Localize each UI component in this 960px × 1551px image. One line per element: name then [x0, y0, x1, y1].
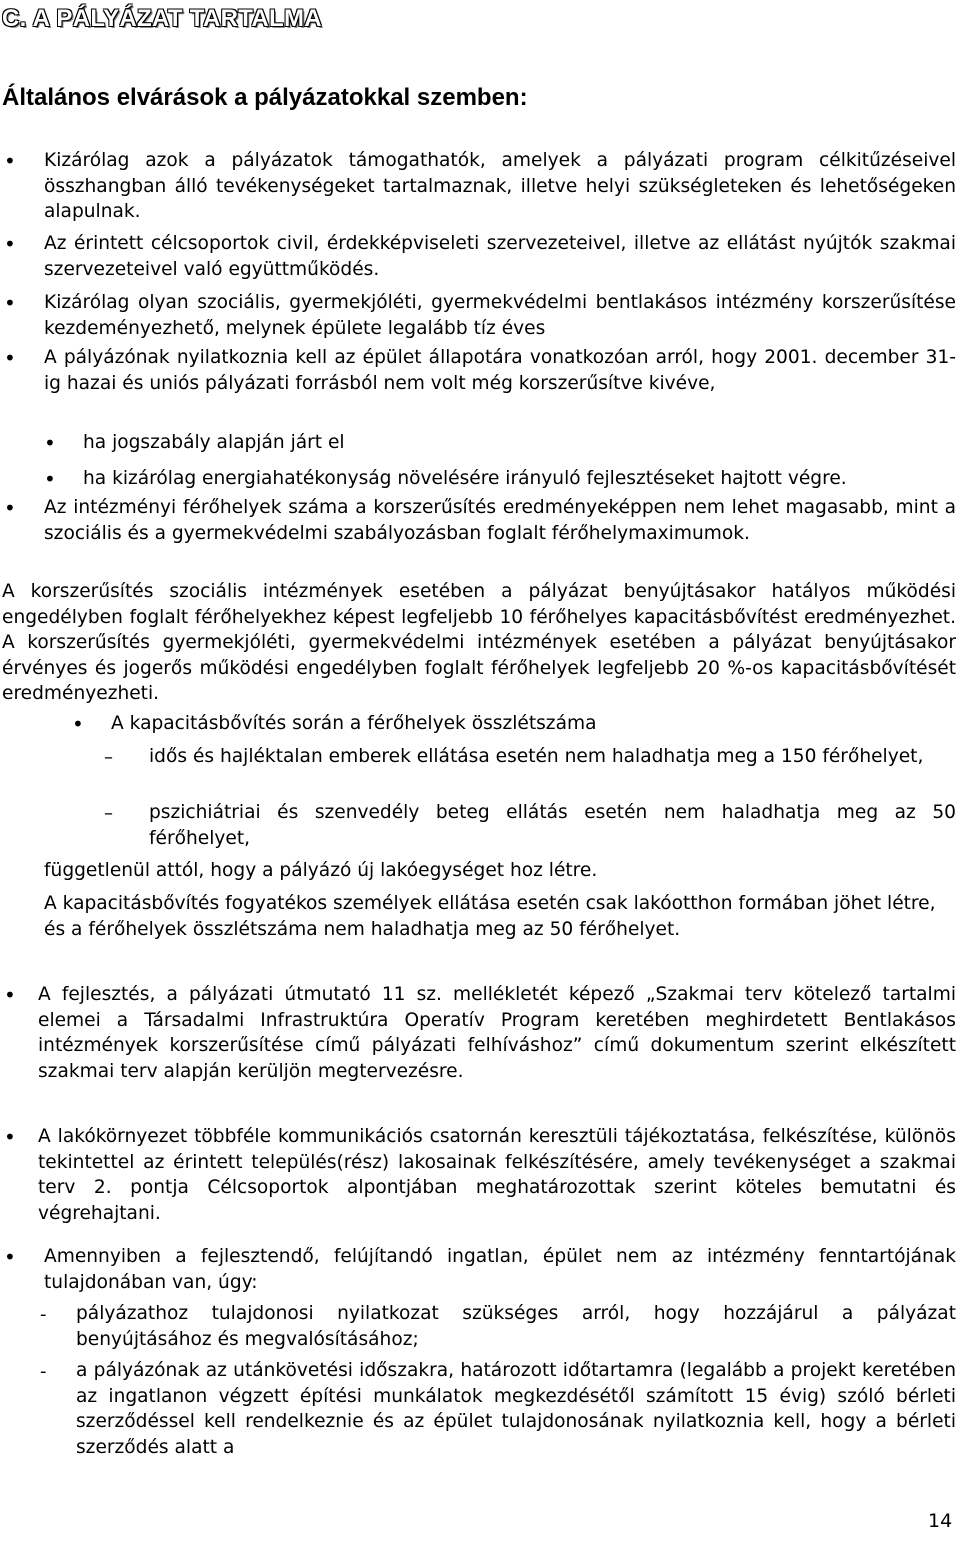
requirement-item: Az intézményi férőhelyek száma a korszerűsítés eredményeképpen nem lehet magasabb, mint a szociális és a gyermekvédelmi szabályozásban foglalt férőhelymaximumok.	[44, 497, 956, 544]
residential-item: A lakókörnyezet többféle kommunikációs csatornán keresztüli tájékoztatása, felkészítése, különös tekintettel az érintett település(rész) lakosainak felkészítésére, amely tevékenységet a szakmai terv 2. pontja Célcsoportok alpontjában meghatározottak szerint köteles bemutatni és végrehajtani.	[38, 1126, 956, 1224]
capacity-dash-item: pszichiátriai és szenvedély beteg ellátás esetén nem haladhatja meg az 50 férőhelyet,	[149, 802, 956, 849]
capacity-paragraph: A korszerűsítés szociális intézmények esetében a pályázat benyújtásakor hatályos működési engedélyben foglalt férőhelyekhez képest legfeljebb 10 férőhelyes kapacitásbővítést eredményezhet. A korszerűsítés gyermekjóléti, gyermekvédelmi intézmények esetében a pályázat benyújtásakor érvényes és jogerős működési engedélyben foglalt férőhelyek legfeljebb 20 %-os kapacitásbővítését eredményezheti.	[2, 581, 956, 704]
section-heading: C. A PÁLYÁZAT TARTALMA	[2, 5, 322, 32]
ownership-dash-item: pályázathoz tulajdonosi nyilatkozat szükséges arról, hogy hozzájárul a pályázat benyújtásához és megvalósításához;	[76, 1303, 956, 1350]
requirement-item: A pályázónak nyilatkoznia kell az épület állapotára vonatkozóan arról, hogy 2001. december 31-ig hazai és uniós pályázati forrásból nem volt még korszerűsítve kivéve,	[44, 347, 956, 394]
bullet-icon: •	[44, 431, 56, 455]
subsection-heading: Általános elvárások a pályázatokkal szemben:	[2, 84, 528, 111]
hyphen-icon: -	[40, 1361, 47, 1382]
bullet-icon: •	[44, 467, 56, 491]
bullet-icon: •	[4, 232, 16, 256]
capacity-intro: A kapacitásbővítés során a férőhelyek összlétszáma	[111, 713, 597, 734]
bullet-icon: •	[4, 496, 16, 520]
bullet-icon: •	[4, 149, 16, 173]
dash-icon: –	[104, 747, 113, 768]
ownership-dash-item: a pályázónak az utánkövetési időszakra, határozott időtartamra (legalább a projekt keretében az ingatlanon végzett építési munkálatok megkezdésétől számított 15 évig) szóló bérleti szerződéssel kell rendelkeznie és az épület tulajdonosának nyilatkoznia kell, hogy a bérleti szerződés alatt a	[76, 1360, 956, 1458]
capacity-after: függetlenül attól, hogy a pályázó új lakóegységet hoz létre.	[44, 860, 598, 881]
requirement-item: Kizárólag olyan szociális, gyermekjóléti, gyermekvédelmi bentlakásos intézmény korszerűsítése kezdeményezhető, melynek épülete legalább tíz éves	[44, 292, 956, 339]
capacity-disabled: A kapacitásbővítés fogyatékos személyek ellátása esetén csak lakóotthon formában jöhet létre, és a férőhelyek összlétszáma nem haladhatja meg az 50 férőhelyet.	[44, 893, 936, 940]
hyphen-icon: -	[40, 1304, 47, 1325]
bullet-icon: •	[72, 712, 84, 736]
requirement-subitem: ha kizárólag energiahatékonyság növelésére irányuló fejlesztéseket hajtott végre.	[83, 468, 847, 489]
bullet-icon: •	[4, 1125, 16, 1149]
requirement-subitem: ha jogszabály alapján járt el	[83, 432, 345, 453]
bullet-icon: •	[4, 346, 16, 370]
capacity-dash-item: idős és hajléktalan emberek ellátása esetén nem haladhatja meg a 150 férőhelyet,	[149, 746, 924, 767]
bullet-icon: •	[4, 291, 16, 315]
bullet-icon: •	[4, 983, 16, 1007]
bullet-icon: •	[4, 1245, 16, 1269]
requirement-item: Kizárólag azok a pályázatok támogathatók, amelyek a pályázati program célkitűzéseivel összhangban álló tevékenységeket tartalmaznak, illetve helyi szükségleteken és lehetőségeken alapulnak.	[44, 150, 956, 222]
requirement-item: Az érintett célcsoportok civil, érdekképviseleti szervezeteivel, illetve az ellátást nyújtók szakmai szervezeteivel való együttműködés.	[44, 233, 956, 280]
page-number: 14	[928, 1510, 953, 1532]
ownership-intro: Amennyiben a fejlesztendő, felújítandó ingatlan, épület nem az intézmény fenntartójának tulajdonában van, úgy:	[44, 1246, 956, 1293]
development-item: A fejlesztés, a pályázati útmutató 11 sz. mellékletét képező „Szakmai terv kötelező tartalmi elemei a Társadalmi Infrastruktúra Operatív Program keretében meghirdetett Bentlakásos intézmények korszerűsítése című pályázati felhíváshoz” című dokumentum szerint elkészített szakmai terv alapján kerüljön megtervezésre.	[38, 984, 956, 1082]
dash-icon: –	[104, 803, 113, 824]
